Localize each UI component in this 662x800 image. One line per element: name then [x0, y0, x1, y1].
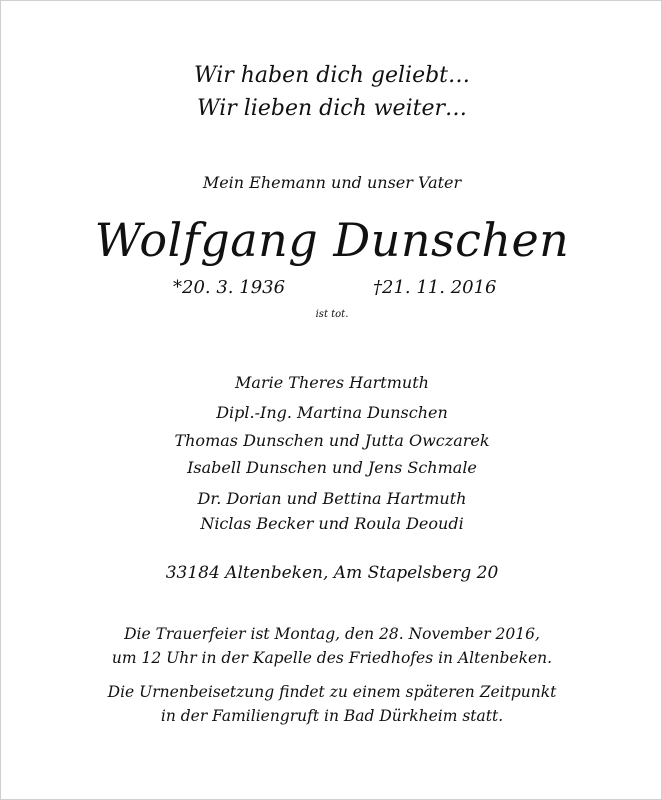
death-date: †21. 11. 2016 [373, 277, 497, 298]
family-member: Dr. Dorian und Bettina Hartmuth [197, 489, 467, 508]
burial-line-1: Die Urnenbeisetzung findet zu einem späteren Zeitpunkt [107, 683, 557, 701]
motto-line-1: Wir haben dich geliebt… [193, 63, 471, 88]
deceased-name: Wolfgang Dunschen [94, 213, 570, 267]
family-member: Thomas Dunschen und Jutta Owczarek [174, 431, 490, 450]
birth-date: *20. 3. 1936 [173, 277, 286, 298]
funeral-line-2: um 12 Uhr in der Kapelle des Friedhofes in Altenbeken. [111, 649, 553, 667]
status-text: ist tot. [315, 309, 349, 320]
intro-text: Mein Ehemann und unser Vater [202, 173, 462, 192]
family-member: Isabell Dunschen und Jens Schmale [187, 458, 477, 477]
motto-line-2: Wir lieben dich weiter… [197, 96, 467, 121]
family-member: Marie Theres Hartmuth [235, 373, 429, 392]
address: 33184 Altenbeken, Am Stapelsberg 20 [165, 563, 499, 583]
family-member: Dipl.-Ing. Martina Dunschen [216, 403, 448, 422]
family-member: Niclas Becker und Roula Deoudi [200, 514, 464, 533]
funeral-line-1: Die Trauerfeier ist Montag, den 28. November 2016, [124, 625, 540, 643]
burial-line-2: in der Familiengruft in Bad Dürkheim statt. [160, 707, 504, 725]
